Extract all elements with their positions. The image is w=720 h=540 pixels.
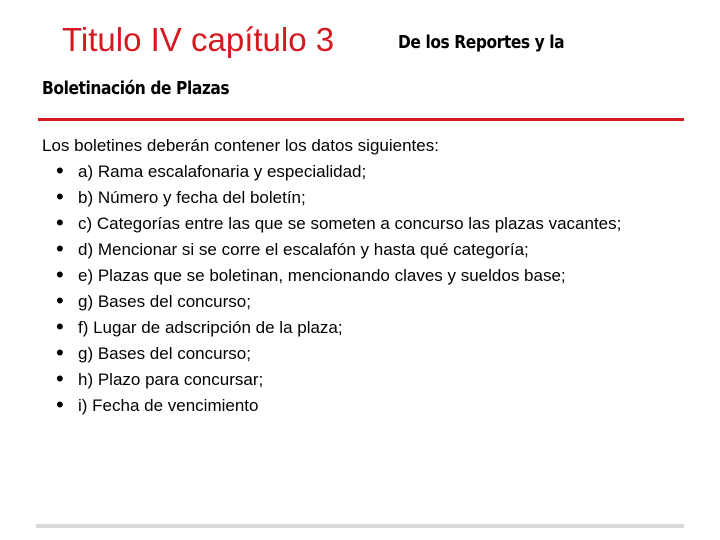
list-item [42,393,702,419]
list-item [42,367,702,393]
list-item-text: e) Plazas que se boletinan, mencionando claves y sueldos base; [78,266,566,285]
list-item [42,263,702,289]
list-item [42,315,702,341]
list-item [42,237,702,263]
bullet-icon: • [56,366,64,391]
bullet-icon: • [56,314,64,339]
list-item-text: g) Bases del concurso; [78,344,251,363]
list-item-text: h) Plazo para concursar; [78,370,264,389]
bullet-icon: • [56,288,64,313]
bullet-icon: • [56,340,64,365]
list-item [42,341,702,367]
slide-title: Titulo IV capítulo 3 [62,21,335,58]
list-item-text: a) Rama escalafonaria y especialidad; [78,162,367,181]
list-item-text: c) Categorías entre las que se someten a concurso las plazas vacantes; [78,214,622,233]
list-item [42,159,702,185]
list-item [42,289,702,315]
list-item-text: d) Mencionar si se corre el escalafón y hasta qué categoría; [78,240,529,259]
slide-body [42,133,702,419]
bullet-icon: • [56,262,64,287]
bullet-icon: • [56,158,64,183]
intro-text: Los boletines deberán contener los datos siguientes: [42,136,439,155]
footer-divider [36,524,684,528]
list-item-text: g) Bases del concurso; [78,292,251,311]
slide-subtitle-line2: Boletinación de Plazas [42,78,230,99]
bullet-icon: • [56,392,64,417]
list-item-text: b) Número y fecha del boletín; [78,188,306,207]
list-item-text: f) Lugar de adscripción de la plaza; [78,318,343,337]
slide-subtitle-line1: De los Reportes y la [398,32,565,53]
list-item [42,185,702,211]
list-item [42,211,702,237]
bullet-icon: • [56,184,64,209]
bullet-list [42,159,702,419]
title-divider [38,118,684,121]
list-item-text: i) Fecha de vencimiento [78,396,259,415]
bullet-icon: • [56,210,64,235]
bullet-icon: • [56,236,64,261]
